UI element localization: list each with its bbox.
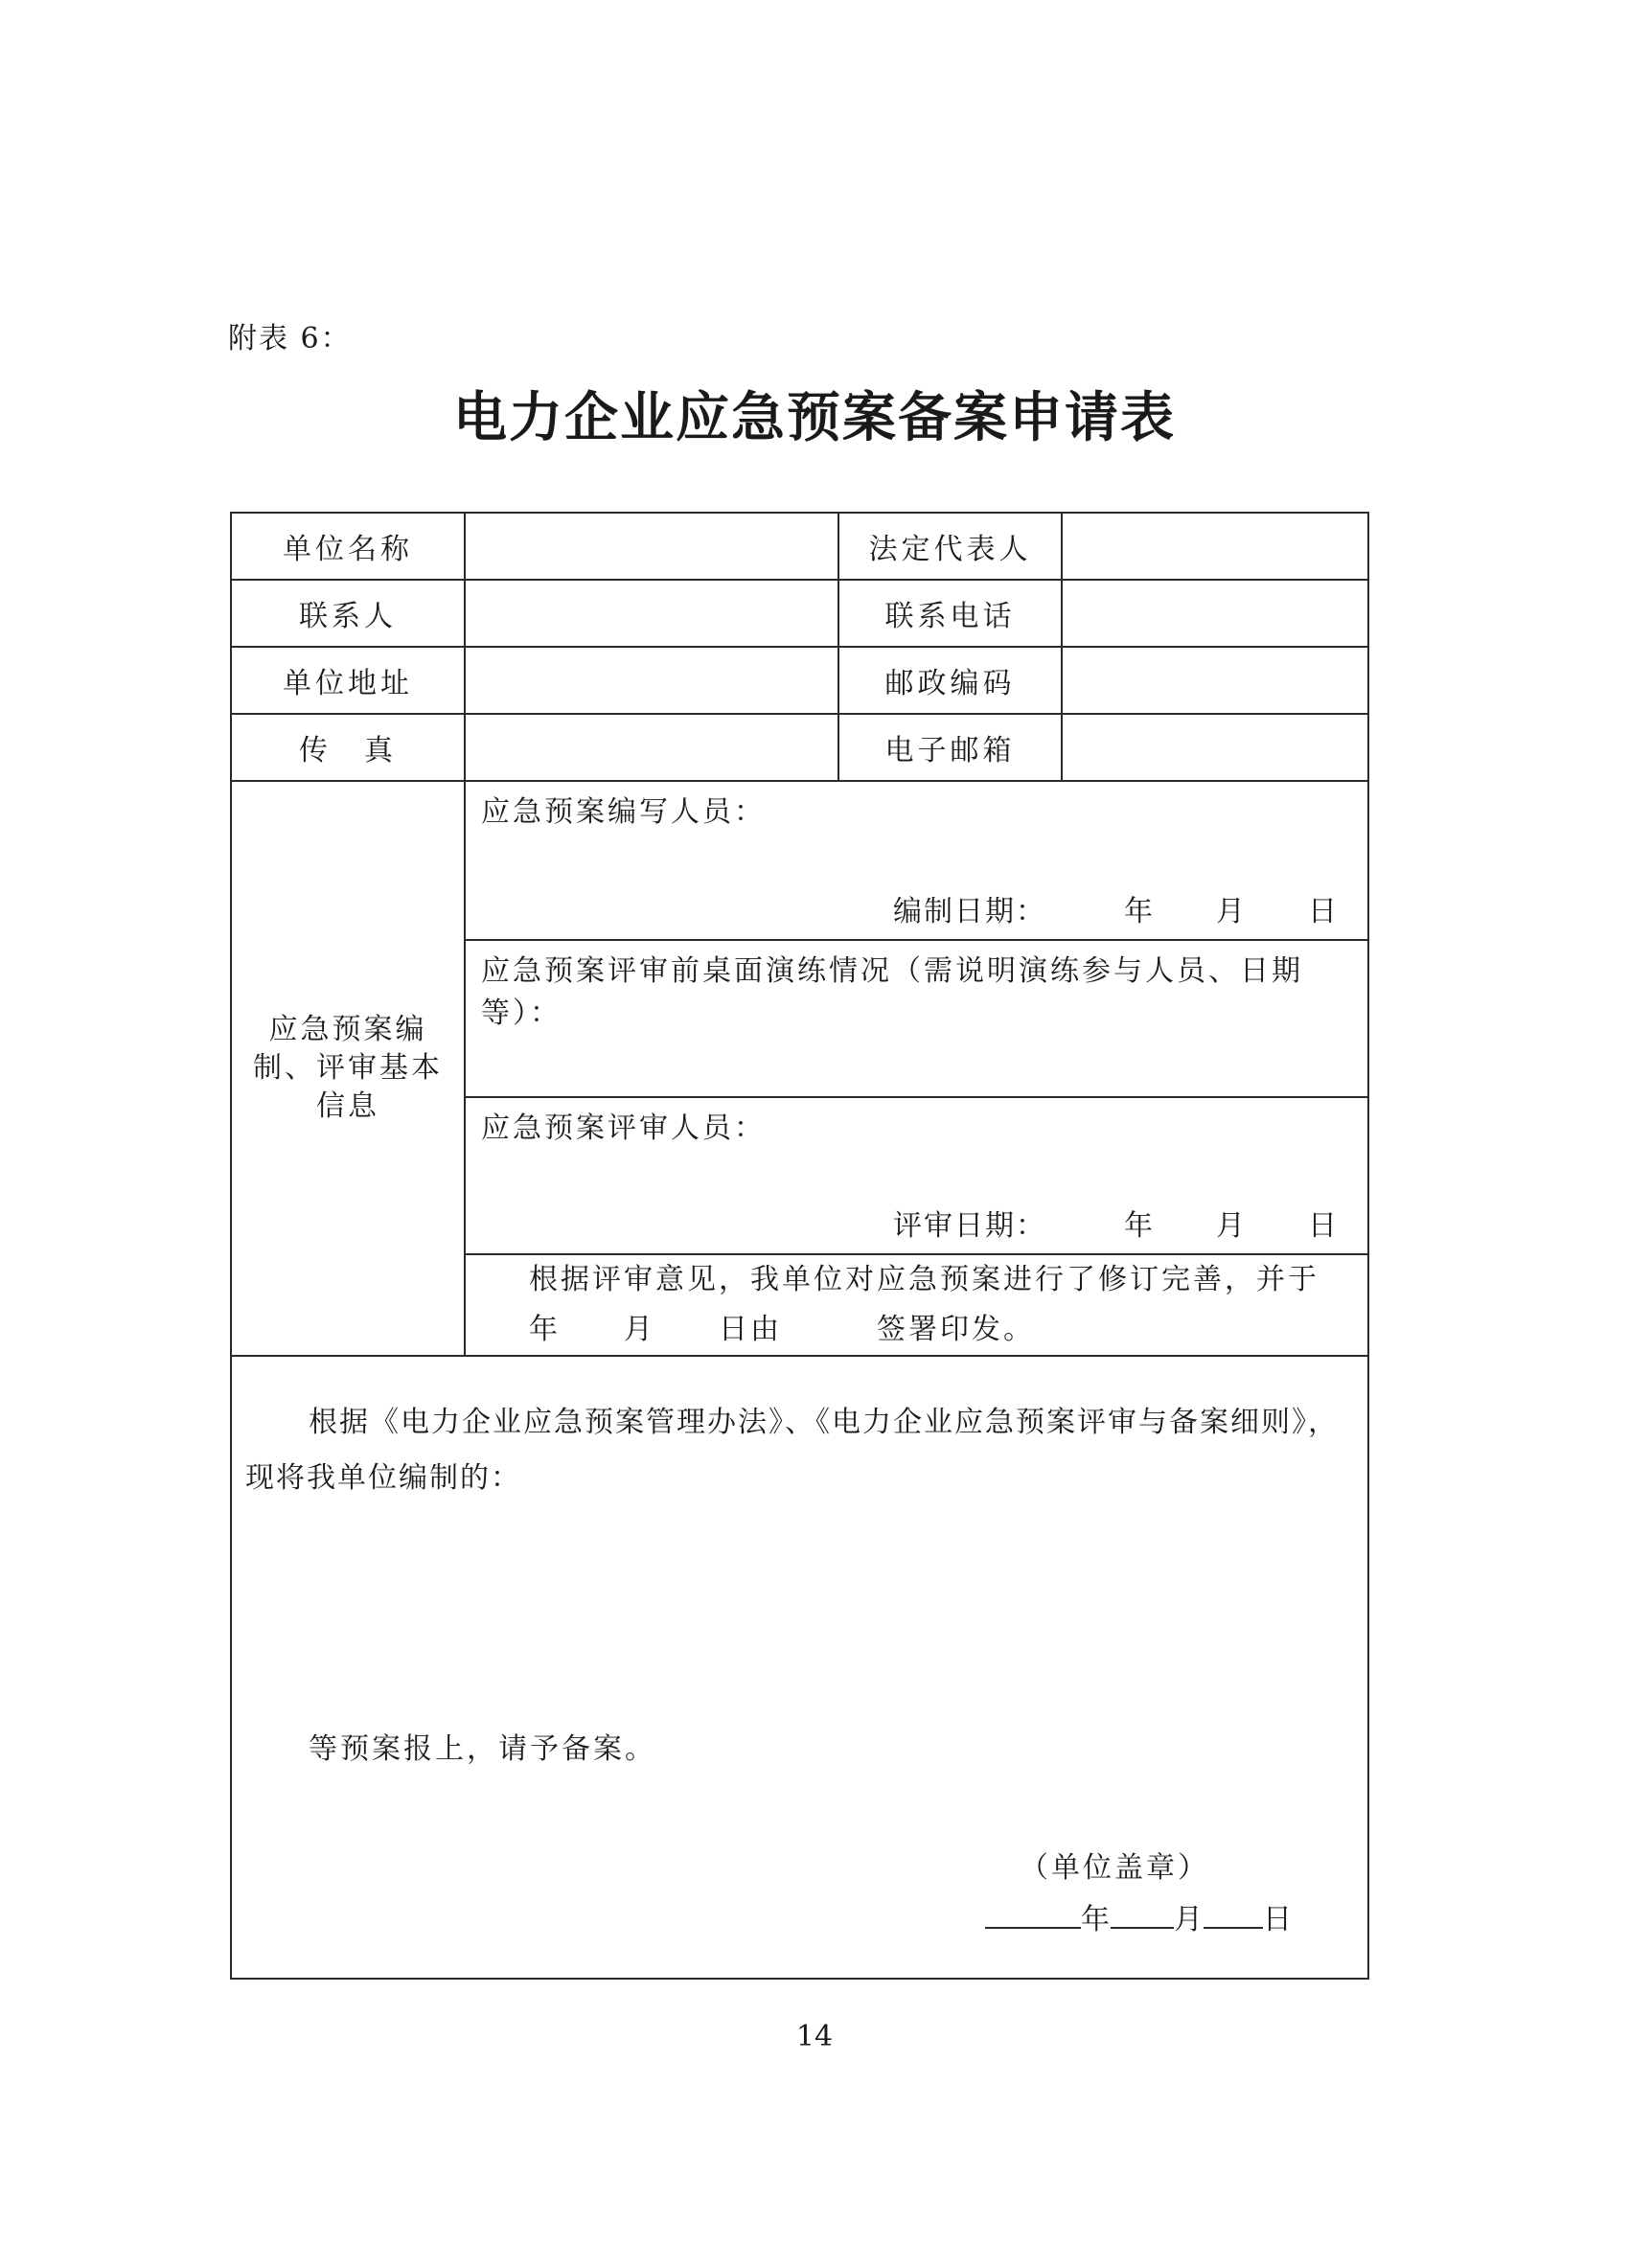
field-fax[interactable]: [465, 714, 838, 781]
reviewers-label: 应急预案评审人员：: [481, 1111, 766, 1145]
revision-line-1: 根据评审意见，我单位对应急预案进行了修订完善，并于: [529, 1263, 1319, 1296]
year-label: 年: [1081, 1903, 1111, 1936]
field-unit-name[interactable]: [465, 513, 838, 580]
drill-label: 应急预案评审前桌面演练情况（需说明演练参与人员、日期等）：: [481, 954, 1303, 1030]
form-row-contact: [231, 580, 1368, 647]
application-form-table: [230, 512, 1369, 1980]
declaration-paragraph: 根据《电力企业应急预案管理办法》、《电力企业应急预案评审与备案细则》，现将我单位编制的：: [245, 1406, 1339, 1495]
form-row-address: [231, 647, 1368, 714]
revision-line-2: 年 月 日由 签署印发。: [529, 1313, 1035, 1346]
label-contact-phone: 联系电话: [838, 580, 1062, 647]
label-contact-person: 联系人: [231, 580, 465, 647]
unit-stamp-label: （单位盖章）: [1020, 1851, 1209, 1885]
label-fax: 传 真: [231, 714, 465, 781]
field-preparers[interactable]: [465, 781, 1368, 940]
declaration-row: [231, 1356, 1368, 1979]
label-email: 电子邮箱: [838, 714, 1062, 781]
field-contact-phone[interactable]: [1062, 580, 1368, 647]
label-postal-code: 邮政编码: [838, 647, 1062, 714]
form-row-unit-name: [231, 513, 1368, 580]
month-label: 月: [1174, 1903, 1204, 1936]
day-blank[interactable]: [1204, 1902, 1263, 1929]
declaration-closing: 等预案报上，请予备案。: [309, 1732, 656, 1766]
review-date-line: 评审日期： 年 月 日: [893, 1209, 1339, 1243]
field-email[interactable]: [1062, 714, 1368, 781]
field-postal-code[interactable]: [1062, 647, 1368, 714]
page-number: 14: [795, 2020, 834, 2053]
month-blank[interactable]: [1111, 1902, 1174, 1929]
field-unit-address[interactable]: [465, 647, 838, 714]
document-title: 电力企业应急预案备案申请表: [453, 387, 1176, 449]
label-unit-address: 单位地址: [231, 647, 465, 714]
label-unit-name: 单位名称: [231, 513, 465, 580]
label-plan-info: 应急预案编制、评审基本信息: [231, 781, 465, 1356]
field-revision-signing[interactable]: [465, 1254, 1368, 1356]
field-contact-person[interactable]: [465, 580, 838, 647]
label-legal-representative: 法定代表人: [838, 513, 1062, 580]
annex-label: 附表 6：: [228, 322, 352, 355]
field-drill-situation[interactable]: [465, 940, 1368, 1097]
year-blank[interactable]: [985, 1902, 1081, 1929]
field-legal-representative[interactable]: [1062, 513, 1368, 580]
field-reviewers[interactable]: [465, 1097, 1368, 1254]
declaration-date: [985, 1895, 1293, 1937]
form-row-fax: [231, 714, 1368, 781]
day-label: 日: [1263, 1903, 1293, 1936]
declaration-cell[interactable]: [231, 1356, 1368, 1979]
plan-info-row-prep: [231, 781, 1368, 940]
prep-date-line: 编制日期： 年 月 日: [893, 895, 1339, 928]
preparers-label: 应急预案编写人员：: [481, 795, 766, 829]
